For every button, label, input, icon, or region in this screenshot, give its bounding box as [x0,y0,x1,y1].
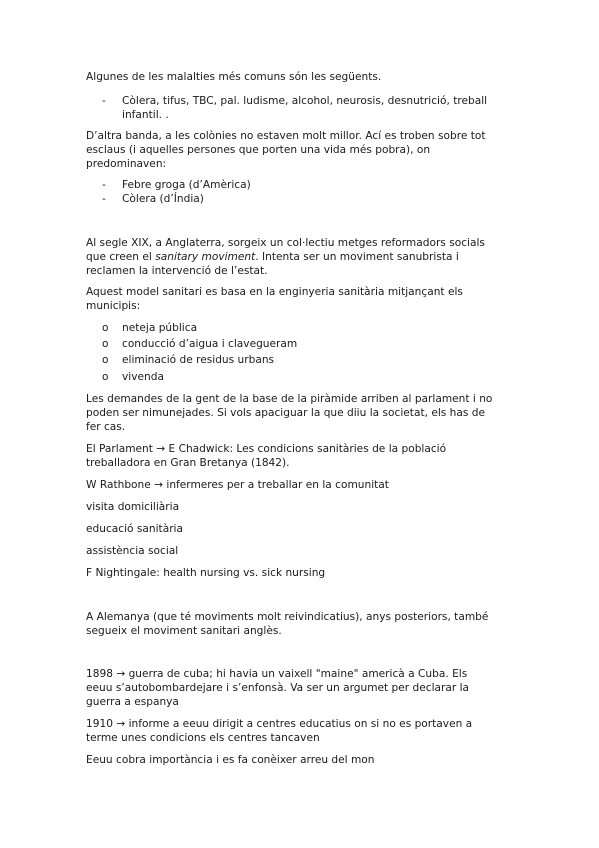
list1-line1: Còlera, tifus, TBC, pal. ludisme, alcohol, neurosis, desnutrició, treball [122,95,488,107]
para12-line1: A Alemanya (que té moviments molt reivindicatius), anys posteriors, també [86,611,489,623]
para14-line2: terme unes condicions els centres tancaven [86,732,320,744]
list1-line2: infantil. . [122,109,169,121]
list3-marker-1: o [102,322,109,334]
para13-line3: guerra a espanya [86,696,179,708]
list3-marker-2: o [102,338,109,350]
list2-item-2: Còlera (d’Índia) [122,193,204,205]
list3-marker-4: o [102,371,109,383]
para6-line1: El Parlament → E Chadwick: Les condicions sanitàries de la població [86,443,447,455]
para2-line3: predominaven: [86,158,167,170]
para4-line1: Aquest model sanitari es basa en la enginyeria sanitària mitjançant els [86,286,463,298]
para2-line1: D’altra banda, a les colònies no estaven molt millor. Ací es troben sobre tot [86,130,486,142]
sanitary-moviment-italic: sanitary moviment [155,251,256,263]
para9-text: educació sanitària [86,523,183,535]
para7-text: W Rathbone → infermeres per a treballar en la comunitat [86,479,389,491]
list3-item-3: eliminació de residus urbans [122,354,275,366]
para10-text: assistència social [86,545,179,557]
list2-marker-1: - [102,179,106,191]
list2-marker-2: - [102,193,106,205]
para13-line1: 1898 → guerra de cuba; hi havia un vaixell "maine" americà a Cuba. Els [86,668,468,680]
list3-marker-3: o [102,354,109,366]
para3-line2-a: que creen el [86,251,156,263]
para6-line2: treballadora en Gran Bretanya (1842). [86,457,290,469]
intro-text: Algunes de les malalties més comuns són les següents. [86,71,382,83]
list3-item-1: neteja pública [122,322,198,334]
para3-line3: reclamen la intervenció de l’estat. [86,265,268,277]
para5-line1: Les demandes de la gent de la base de la piràmide arriben al parlament i no [86,393,493,405]
list1-marker: - [102,95,106,107]
para5-line2: poden ser nimunejades. Si vols apaciguar la que diiu la societat, els has de [86,407,486,419]
para11-text: F Nightingale: health nursing vs. sick nursing [86,567,326,579]
list2-item-1: Febre groga (d’Amèrica) [122,179,251,191]
para15-text: Eeuu cobra importància i es fa conèixer arreu del mon [86,754,375,766]
para4-line2: municipis: [86,300,141,312]
para3-line1: Al segle XIX, a Anglaterra, sorgeix un col·lectiu metges reformadors socials [86,237,485,249]
para13-line2: eeuu s’autobombardejare i s’enfonsà. Va ser un argumet per declarar la [86,682,470,694]
para5-line3: fer cas. [86,421,126,433]
list3-item-2: conducció d’aigua i clavegueram [122,338,298,350]
para2-line2: esclaus (i aquelles persones que porten una vida més pobra), on [86,144,431,156]
list3-item-4: vivenda [122,371,164,383]
para8-text: visita domiciliària [86,501,180,513]
para14-line1: 1910 → informe a eeuu dirigit a centres educatius on si no es portaven a [86,718,473,730]
para12-line2: segueix el moviment sanitari anglès. [86,625,282,637]
para3-line2-c: . Intenta ser un moviment sanubrista i [255,251,459,263]
para3-line2 [86,250,459,264]
